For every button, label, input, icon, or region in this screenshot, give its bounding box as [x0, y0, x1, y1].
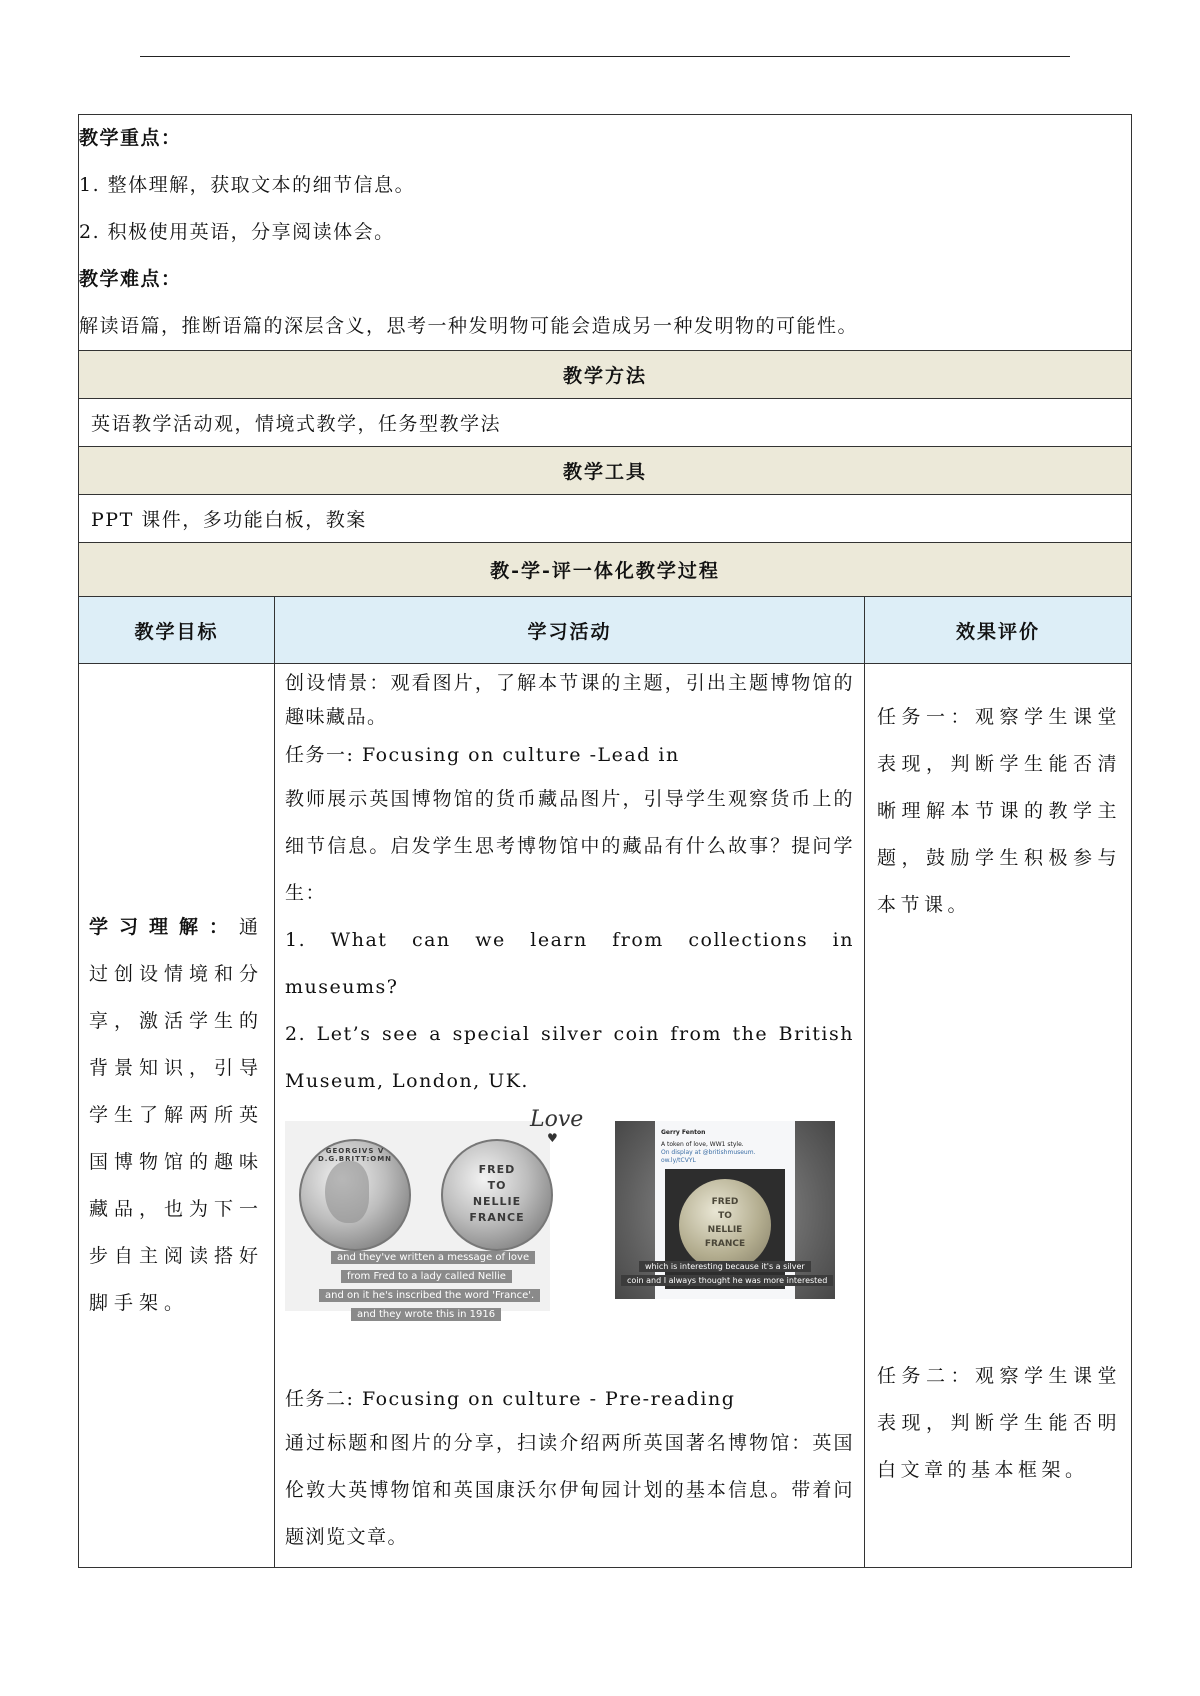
activity-cell	[275, 664, 865, 1568]
caption-line-2: from Fred to a lady called Nellie	[341, 1270, 512, 1283]
evaluation-spacer	[877, 929, 1121, 1353]
column-header-row	[79, 597, 1132, 664]
video-still-panel	[615, 1121, 835, 1299]
tweet-coin-line-3: NELLIE	[707, 1225, 743, 1235]
coin-back-line-2: TO	[487, 1179, 507, 1192]
heart-icon: ♥	[547, 1131, 558, 1145]
activity-spacer	[285, 1326, 854, 1378]
focus-heading: 教学重点：	[79, 127, 182, 149]
tools-heading-row	[79, 447, 1132, 495]
column-header-activity: 学习活动	[275, 597, 865, 664]
difficulty-heading: 教学难点：	[79, 268, 182, 290]
process-heading: 教-学-评一体化教学过程	[79, 543, 1132, 597]
task2-description: 通过标题和图片的分享，扫读介绍两所英国著名博物馆：英国伦敦大英博物馆和英国康沃尔伊甸园计划的基本信息。带着问题浏览文章。	[285, 1432, 854, 1548]
difficulty-text: 解读语篇，推断语篇的深层含义，思考一种发明物可能会造成另一种发明物的可能性。	[79, 315, 859, 337]
focus-item-2: 2. 积极使用英语，分享阅读体会。	[79, 221, 395, 243]
video-caption-1: which is interesting because it's a silver	[639, 1261, 811, 1272]
evaluation-task2: 任务二：观察学生课堂表现，判断学生能否明白文章的基本框架。	[877, 1365, 1122, 1481]
lesson-plan-sheet	[78, 114, 1131, 1568]
goal-cell	[79, 664, 275, 1568]
coin-back-line-4: FRANCE	[469, 1211, 525, 1224]
tweet-coin-line-2: TO	[718, 1211, 732, 1221]
goal-paragraph	[89, 904, 264, 1327]
tweet-coin-line-1: FRED	[711, 1197, 739, 1207]
tweet-line-3: ow.ly/tCVYL	[661, 1157, 696, 1164]
process-content-row	[79, 664, 1132, 1568]
column-header-goal: 教学目标	[79, 597, 275, 664]
evaluation-cell	[865, 664, 1132, 1568]
tweet-line-2: On display at @britishmuseum.	[661, 1149, 756, 1156]
method-heading-row	[79, 351, 1132, 399]
goal-text: 通过创设情境和分享，激活学生的背景知识，引导学生了解两所英国博物馆的趣味藏品，也为下一步自主阅读搭好脚手架。	[89, 916, 265, 1314]
goal-label: 学习理解：	[89, 916, 239, 938]
task1-title: 任务一: Focusing on culture -Lead in	[285, 744, 680, 766]
header-rule	[140, 56, 1070, 57]
tweet-coin-line-4: FRANCE	[704, 1239, 746, 1249]
caption-line-3: and on it he's inscribed the word 'France'.	[319, 1289, 540, 1302]
caption-line-4: and they wrote this in 1916	[351, 1308, 501, 1321]
task1-description: 教师展示英国博物馆的货币藏品图片，引导学生观察货币上的细节信息。启发学生思考博物馆中的藏品有什么故事？提问学生：	[285, 788, 854, 904]
tools-heading: 教学工具	[79, 447, 1132, 495]
question-2: 2. Let’s see a special silver coin from the British Museum, London, UK.	[285, 1023, 854, 1092]
tweet-coin-face	[679, 1179, 771, 1271]
coin-back-line-3: NELLIE	[472, 1195, 522, 1208]
question-1: 1. What can we learn from collections in museums?	[285, 929, 854, 998]
focus-difficulty-row	[79, 115, 1132, 351]
focus-item-1: 1. 整体理解，获取文本的细节信息。	[79, 174, 416, 196]
tools-row	[79, 495, 1132, 543]
task2-title: 任务二: Focusing on culture - Pre-reading	[285, 1388, 736, 1410]
column-header-evaluation: 效果评价	[865, 597, 1132, 664]
method-text: 英语教学活动观，情境式教学，任务型教学法	[79, 399, 1132, 447]
video-caption-2: coin and I always thought he was more interested	[621, 1275, 833, 1286]
lesson-plan-table	[78, 114, 1132, 1568]
love-script-text: Love	[530, 1107, 584, 1132]
tweet-screenshot	[655, 1121, 795, 1299]
caption-line-1: and they've written a message of love	[331, 1251, 535, 1264]
tweet-user: Gerry Fenton	[661, 1129, 706, 1136]
coin-front-inscription: GEORGIVS V D.G.BRITT:OMN	[317, 1147, 393, 1163]
focus-difficulty-cell	[79, 115, 1132, 351]
coin-photo-panel	[285, 1121, 550, 1320]
coin-back-image	[441, 1139, 553, 1251]
method-heading: 教学方法	[79, 351, 1132, 399]
tools-text: PPT 课件，多功能白板，教案	[79, 495, 1132, 543]
activity-intro: 创设情景：观看图片，了解本节课的主题，引出主题博物馆的趣味藏品。	[285, 672, 854, 728]
process-heading-row	[79, 543, 1132, 597]
coin-front-image	[299, 1139, 411, 1251]
evaluation-task1: 任务一：观察学生课堂表现，判断学生能否清晰理解本节课的教学主题，鼓励学生积极参与本节课。	[877, 706, 1122, 916]
coin-images	[285, 1107, 854, 1326]
method-row	[79, 399, 1132, 447]
coin-back-line-1: FRED	[478, 1163, 516, 1176]
king-profile-shape	[325, 1161, 369, 1223]
tweet-line-1: A token of love, WW1 style.	[661, 1141, 744, 1148]
